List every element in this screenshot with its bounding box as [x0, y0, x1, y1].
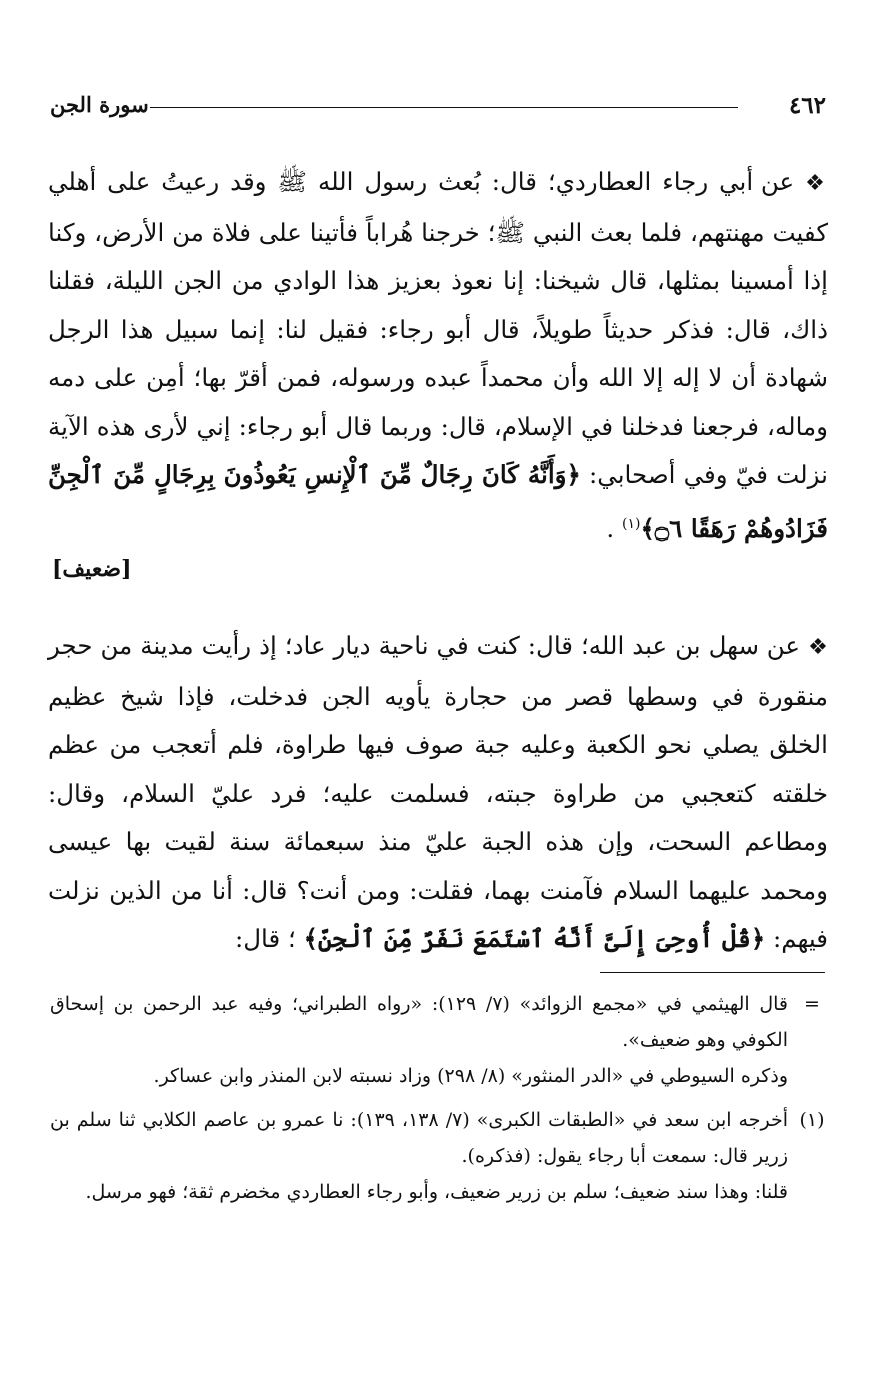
narration-1-text: عن أبي رجاء العطاردي؛ قال: بُعث رسول الله ﷺ وقد رعيتُ على أهلي كفيت مهنتهم، فلما بعث النبي ﷺ؛ خرجنا هُراباً فأتينا على فلاة من الأرض، وكنا إذا أمسينا بمثلها، قال شيخنا: إنا نعوذ بعزيز هذا الوادي من الجن الليلة، فقلنا ذاك، قال: فذكر حديثاً طويلاً، قال أبو رجاء: فقيل لنا: إنما سبيل هذا الرجل شهادة أن لا إله إلا الله وأن محمداً عبده ورسوله، فمن أقرّ بها؛ أمِن على دمه وماله، فرجعنا فدخلنا في الإسلام، قال: وربما قال أبو رجاء: إني لأرى هذه الآية نزلت فيّ وفي أصحابي:: [48, 167, 828, 489]
page-header: [50, 92, 826, 124]
footnote-mark: (١): [799, 1109, 825, 1131]
narration-1-end: .: [606, 513, 615, 543]
footnote-paragraph: قال الهيثمي في «مجمع الزوائد» (٧/ ١٢٩): «رواه الطبراني؛ وفيه عبد الرحمن بن إسحاق الكوفي وهو ضعيف».: [50, 993, 788, 1051]
quran-verse: ﴿وَأَنَّهُ كَانَ رِجَالٌ مِّنَ ٱلْإِنسِ يَعُوذُونَ بِرِجَالٍ مِّنَ ٱلْجِنِّ فَزَادُوهُمْ رَهَقًا ۝٦﴾: [48, 460, 828, 543]
narration-2: [48, 622, 828, 964]
narration-1: [48, 158, 828, 553]
footnote: [50, 1102, 830, 1210]
footnote-ref: (١): [621, 515, 641, 532]
header-rule: [150, 107, 738, 108]
hadith-grade: [ضعيف]: [52, 556, 132, 582]
bullet-icon: ❖: [805, 171, 828, 196]
footnote-mark: =: [804, 993, 820, 1015]
narration-2-end: ؛ قال:: [234, 924, 296, 953]
page-number: ٤٦٢: [788, 92, 826, 119]
surah-title: سورة الجن: [50, 92, 149, 117]
bullet-icon: ❖: [808, 635, 828, 660]
footnote-divider: [600, 972, 825, 973]
footnote: [50, 986, 830, 1094]
quran-verse: ﴿قُلْ أُوحِىَ إِلَىَّ أَنَّهُ ٱسْتَمَعَ نَفَرٌ مِّنَ ٱلْجِنِّ﴾: [303, 924, 766, 953]
footnote-paragraph: قلنا: وهذا سند ضعيف؛ سلم بن زرير ضعيف، وأبو رجاء العطاردي مخضرم ثقة؛ فهو مرسل.: [85, 1181, 788, 1203]
footnotes: [50, 986, 830, 1218]
footnote-paragraph: وذكره السيوطي في «الدر المنثور» (٨/ ٢٩٨) وزاد نسبته لابن المنذر وابن عساكر.: [153, 1065, 788, 1087]
footnote-paragraph: أخرجه ابن سعد في «الطبقات الكبرى» (٧/ ١٣٨، ١٣٩): نا عمرو بن عاصم الكلابي ثنا سلم بن زرير قال: سمعت أبا رجاء يقول: (فذكره).: [50, 1109, 788, 1167]
narration-2-text: عن سهل بن عبد الله؛ قال: كنت في ناحية ديار عاد؛ إذ رأيت مدينة من حجر منقورة في وسطها قصر من حجارة يأويه الجن فدخلت، فإذا شيخ عظيم الخلق يصلي نحو الكعبة وعليه جبة صوف فيها طراوة، فلم أتعجب من عظم خلقته كتعجبي من طراوة جبته، فسلمت عليه؛ فرد عليّ السلام، وقال: ومطاعم السحت، وإن هذه الجبة عليّ منذ سبعمائة سنة لقيت بها عيسى ومحمد عليهما السلام فآمنت بهما، فقلت: ومن أنت؟ قال: أنا من الذين نزلت فيهم:: [48, 631, 828, 953]
